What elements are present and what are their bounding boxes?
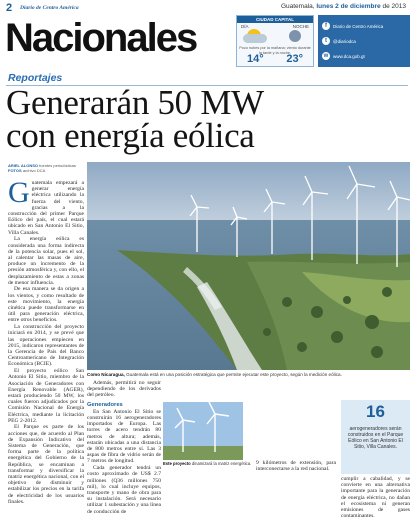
paragraph: Cada generador tendrá un costo aproximado de US$ 2.7 millones (Q36 millones 750 mil), lo cual incluye equipos, transporte y mano de obra para su instalación. Será necesario utilizar 1 subestación y una línea de conducción de [87, 465, 161, 515]
page-number: 2 [6, 2, 13, 14]
article-column-3 [256, 460, 336, 473]
social-label: Diario de Centro América [333, 23, 384, 29]
paragraph: En San Antonio El Sitio se construirán 16 aerogeneradores importados de Europa. Las torres de acero tendrán 80 metros de altura; además, estarán ubicadas a una distancia de 800 metros entre sí. Las 3 aspas de fibra de vidrio serán de 7 metros de longitud. [87, 408, 161, 465]
secondary-photo-caption [163, 461, 253, 466]
paragraph: El proyecto eólico San Antonio El Sitio, miembro de la Asociación de Generadores con Energía Renovable (AGER), estará produciendo 50 MW, los cuales fueron adjudicados por la Comisión Nacional de Energía Eléctrica, mediante la licitación PEG 2-2012. [8, 368, 84, 424]
web-icon: w [323, 53, 329, 59]
paragraph: uatemala empezará a generar energía eléctrica utilizando la fuerza del viento, gracias a la construcción del primer Parque Eólico del país, el cual estará ubicado en San Antonio El Sitio, Villa Canales. [8, 180, 84, 236]
subheading: Generadores [87, 401, 123, 408]
paragraph: El Parque es parte de los acciones que, de acuerdo al Plan de Expansión Indicativo del Sistema de Generación, que forma parte de la política energética del Gobierno de la República, se encaminan a transformar y diversificar la matriz energética nacional, con el objetivo de disminuir y estabilizar los precios en la tarifa de electricidad de los usuarios finales. [8, 424, 84, 505]
byline [8, 163, 76, 173]
caption-lead: Como Nicaragua, [87, 372, 125, 377]
dateline [281, 3, 406, 10]
paragraph: cumplir a cabalidad, y se convierte en una alternativa importante para la generación de energía eléctrica, no dañan el ecosistema ni generan emisiones de gases contaminantes. [341, 476, 410, 520]
photo-caption [87, 372, 410, 377]
cloud-icon [243, 34, 267, 43]
article-headline [6, 83, 410, 155]
social-label: www.dca.gob.gt [333, 53, 365, 59]
section-title: Nacionales [5, 16, 197, 60]
social-label: @diariodca [333, 38, 356, 44]
newspaper-logo: Diario de Centro América [20, 5, 79, 11]
paragraph: 9 kilómetros de extensión, para interconectarse a la red nacional. [256, 460, 336, 473]
drop-cap: G [8, 176, 30, 209]
stat-value: 16 [366, 402, 385, 421]
twitter-icon: t [322, 37, 330, 45]
social-item-twitter[interactable] [322, 36, 408, 46]
article-column-2 [87, 380, 161, 515]
paragraph: La construcción del proyecto iniciará en 2014, y se prevé que las operaciones empiecen en 2015, indicaron representantes de la Gerencia de País del Banco Centroamericano de Integración Económica (BCIE). [8, 324, 84, 368]
facebook-icon: f [322, 22, 330, 30]
article-kicker: Reportajes [8, 72, 63, 84]
main-photo-wind-farm [87, 162, 410, 370]
moon-icon [289, 30, 301, 42]
date-suffix: de 2013 [382, 3, 406, 10]
weather-title: CIUDAD CAPITAL [237, 16, 313, 23]
caption-text: dinamizará la matriz energética. [191, 461, 252, 466]
weather-description: Poco nubes por la mañana; viento durante la tarde y la noche. [239, 46, 311, 55]
secondary-photo-turbines [163, 402, 243, 460]
date-prefix: Guatemala, [280, 3, 315, 10]
social-item-web[interactable] [322, 51, 408, 61]
byline-photo-label: FOTOS [8, 168, 22, 173]
weather-day-label: DÍA [241, 24, 249, 29]
stat-box [341, 400, 410, 474]
paragraph: Además, permitirá no seguir dependiendo de los derivados del petróleo. [87, 380, 161, 399]
stat-text: aerogeneradores serán construidos en el Parque Eólico en San Antonio El Sitio, Villa Canales. [347, 426, 404, 450]
article-column-4 [341, 476, 410, 520]
headline-line-2: con energía eólica [6, 116, 255, 155]
paragraph: De esa manera se da origen a los vientos, y como resultado de este movimiento, la energía cinética puede transformarse en útil para generación eléctrica, entre otros beneficios. [8, 286, 84, 324]
weather-night-label: NOCHE [292, 24, 309, 29]
byline-role: fuentes periodísticas [39, 163, 76, 168]
social-box [318, 15, 410, 67]
weather-temp-night: 23° [286, 53, 303, 65]
caption-text: Guatemala está en una posición estratégica que permite ejecutar este proyecto, según la medición eólica. [126, 372, 342, 377]
paragraph: La energía eólica es considerada una forma indirecta de la potencia solar, pues el sol, al calentar las masas de aire, produce un incremento de la presión atmosférica y, con ello, el desplazamiento de estas a zonas de menor influencia. [8, 236, 84, 286]
article-column-1 [8, 176, 84, 506]
byline-author: ARIEL ALONSO [8, 163, 39, 168]
headline-line-1: Generarán 50 MW [6, 83, 264, 122]
date-main: lunes 2 de diciembre [316, 3, 381, 10]
social-item-facebook[interactable] [322, 21, 408, 31]
weather-temp-day: 14° [247, 53, 264, 65]
byline-photo-credit: archivo DCA [22, 168, 46, 173]
caption-lead: Este proyecto [163, 461, 191, 466]
weather-box [236, 15, 314, 67]
